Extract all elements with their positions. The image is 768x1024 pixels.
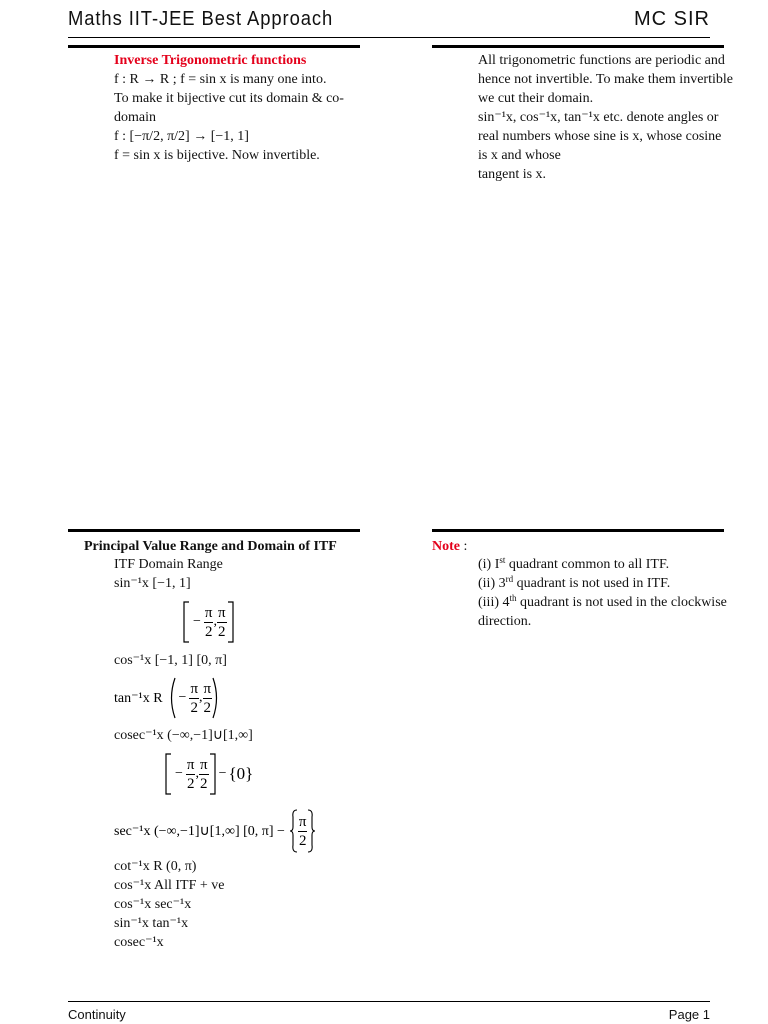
note-item-text: (i) I	[478, 557, 500, 572]
fraction	[189, 681, 199, 716]
note-list	[478, 555, 760, 631]
denominator: 2	[200, 775, 208, 792]
denominator: 2	[218, 623, 226, 640]
comma: ,	[195, 766, 199, 781]
fraction	[199, 757, 209, 792]
numerator: π	[186, 756, 195, 773]
left-paren	[167, 677, 176, 719]
footer-chapter: Continuity	[68, 1007, 126, 1022]
left-square-bracket	[164, 753, 172, 795]
comma: ,	[213, 614, 217, 629]
fraction	[298, 814, 308, 849]
right-paren	[212, 677, 221, 719]
header-title: Maths IIT-JEE Best Approach	[68, 8, 334, 30]
denominator: 2	[298, 832, 307, 849]
footer-rule	[68, 1001, 710, 1002]
header-rule	[68, 37, 710, 38]
left-column-rule-top	[68, 45, 360, 48]
tan-inverse-row	[114, 676, 221, 720]
cosec-inverse-row: cosec⁻¹x (−∞,−1]∪[1,∞]	[114, 728, 253, 743]
numerator: π	[190, 680, 199, 697]
minus-sign: −	[178, 690, 187, 705]
table-header: ITF Domain Range	[114, 557, 223, 572]
right-square-bracket	[227, 601, 235, 643]
numerator: π	[204, 604, 213, 621]
fraction	[204, 605, 214, 640]
note-item-text: (ii) 3	[478, 576, 506, 591]
top-right-line: sin⁻¹x, cos⁻¹x, tan⁻¹x etc. denote angles or	[478, 110, 719, 125]
top-right-block	[478, 51, 760, 184]
numerator: π	[298, 813, 307, 830]
note-label: Note	[432, 539, 460, 554]
left-column-rule-bottom	[68, 529, 360, 532]
numerator: π	[217, 604, 226, 621]
top-left-block	[114, 51, 374, 165]
cosec-inverse-range	[164, 752, 253, 796]
left-curly-brace	[289, 809, 298, 853]
top-left-line: f : [−π/2, π/2] → [−1, 1]	[114, 129, 249, 144]
top-left-line: domain	[114, 110, 156, 125]
header-author: MC SIR	[634, 8, 710, 30]
ordinal-suffix: th	[509, 593, 517, 603]
note-item-text: (iii) 4	[478, 595, 510, 610]
sin-inverse-row: sin⁻¹x [−1, 1]	[114, 576, 191, 591]
top-right-line: is x and whose	[478, 148, 561, 163]
note-item-text: quadrant common to all ITF.	[505, 557, 670, 572]
note-heading	[432, 537, 467, 556]
right-column-rule-top	[432, 45, 724, 48]
cot-inverse-row: cot⁻¹x R (0, π)	[114, 859, 197, 874]
tan-inverse-label: tan⁻¹x R	[114, 690, 163, 706]
note-colon: :	[460, 539, 468, 554]
bottom-left-extra	[114, 857, 224, 952]
denominator: 2	[203, 699, 212, 716]
fraction	[217, 605, 227, 640]
note-item-text: quadrant is not used in ITF.	[513, 576, 671, 591]
top-left-line: f = sin x is bijective. Now invertible.	[114, 148, 320, 163]
minus-sign: −	[218, 766, 227, 781]
quadrant-line: sin⁻¹x tan⁻¹x	[114, 916, 189, 931]
minus-sign: −	[193, 614, 201, 629]
quadrant-line: cos⁻¹x sec⁻¹x	[114, 897, 192, 912]
note-item	[478, 555, 760, 574]
denominator: 2	[190, 699, 198, 716]
numerator: π	[199, 756, 208, 773]
sec-inverse-row	[114, 808, 316, 854]
section-title-principal-values: Principal Value Range and Domain of ITF	[84, 539, 337, 554]
minus-sign: −	[175, 766, 183, 781]
brace-set: {0}	[228, 764, 254, 783]
fraction	[186, 757, 196, 792]
comma: ,	[199, 690, 203, 705]
numerator: π	[203, 680, 212, 697]
note-item	[478, 574, 760, 593]
top-right-line: hence not invertible. To make them invertible	[478, 72, 733, 87]
sec-inverse-label: sec⁻¹x (−∞,−1]∪[1,∞] [0, π] −	[114, 823, 285, 839]
left-square-bracket	[182, 601, 190, 643]
ordinal-suffix: st	[499, 555, 506, 565]
zero: 0	[236, 764, 246, 783]
right-column-rule-bottom	[432, 529, 724, 532]
top-right-line: we cut their domain.	[478, 91, 594, 106]
denominator: 2	[186, 775, 195, 792]
top-left-line: f : R → R ; f = sin x is many one into.	[114, 72, 327, 87]
cos-inverse-row: cos⁻¹x [−1, 1] [0, π]	[114, 653, 227, 668]
fraction	[203, 681, 213, 716]
right-square-bracket	[209, 753, 217, 795]
quadrant-line: cos⁻¹x All ITF + ve	[114, 878, 225, 893]
ordinal-suffix: rd	[505, 574, 514, 584]
top-left-line: To make it bijective cut its domain & co-	[114, 91, 344, 106]
note-item	[478, 593, 760, 612]
top-right-line: All trigonometric functions are periodic and	[478, 53, 725, 68]
note-item-text: quadrant is not used in the clockwise	[516, 595, 727, 610]
footer-page-number: Page 1	[668, 1007, 710, 1022]
section-title-itf: Inverse Trigonometric functions	[114, 53, 307, 68]
note-item-continuation: direction.	[478, 614, 532, 629]
top-right-line: tangent is x.	[478, 167, 547, 182]
sin-inverse-range	[182, 600, 235, 644]
top-right-line: real numbers whose sine is x, whose cosine	[478, 129, 722, 144]
denominator: 2	[204, 623, 213, 640]
right-curly-brace	[307, 809, 316, 853]
quadrant-line: cosec⁻¹x	[114, 935, 164, 950]
